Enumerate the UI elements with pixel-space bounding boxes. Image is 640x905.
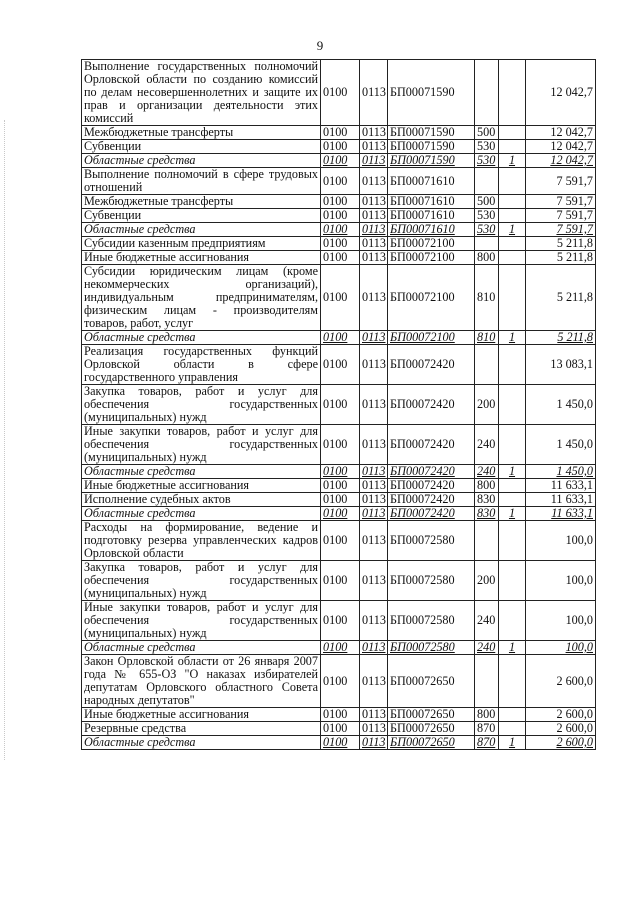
budget-table-body [82, 60, 596, 750]
row-article-cell: БП00071590 [388, 126, 475, 140]
row-name-cell: Закупка товаров, работ и услуг для обеспечения государственных (муниципальных) нужд [82, 385, 321, 425]
row-funding-source-cell [499, 168, 526, 195]
row-subsection-cell: 0113 [360, 168, 388, 195]
row-subsection-cell: 0113 [360, 331, 388, 345]
row-article-cell: БП00072420 [388, 465, 475, 479]
row-expense-type-cell [475, 168, 499, 195]
row-section-cell: 0100 [321, 708, 360, 722]
row-amount-cell: 5 211,8 [526, 237, 596, 251]
table-row-regional-funds [82, 465, 596, 479]
row-article-cell: БП00072420 [388, 385, 475, 425]
row-expense-type-cell: 530 [475, 154, 499, 168]
table-row [82, 708, 596, 722]
row-amount-cell: 12 042,7 [526, 60, 596, 126]
row-name-cell: Областные средства [82, 507, 321, 521]
row-subsection-cell: 0113 [360, 154, 388, 168]
row-article-cell: БП00072100 [388, 265, 475, 331]
row-funding-source-cell [499, 479, 526, 493]
row-name-cell: Иные бюджетные ассигнования [82, 479, 321, 493]
row-article-cell: БП00072580 [388, 521, 475, 561]
row-section-cell: 0100 [321, 331, 360, 345]
row-subsection-cell: 0113 [360, 479, 388, 493]
row-expense-type-cell: 240 [475, 641, 499, 655]
row-article-cell: БП00072420 [388, 493, 475, 507]
row-subsection-cell: 0113 [360, 561, 388, 601]
row-expense-type-cell [475, 237, 499, 251]
row-section-cell: 0100 [321, 265, 360, 331]
row-funding-source-cell [499, 601, 526, 641]
row-section-cell: 0100 [321, 521, 360, 561]
row-section-cell: 0100 [321, 641, 360, 655]
row-article-cell: БП00071610 [388, 168, 475, 195]
row-subsection-cell: 0113 [360, 195, 388, 209]
table-row [82, 237, 596, 251]
table-row [82, 60, 596, 126]
row-name-cell: Иные закупки товаров, работ и услуг для обеспечения государственных (муниципальных) нужд [82, 425, 321, 465]
row-name-cell: Областные средства [82, 331, 321, 345]
row-name-cell: Субвенции [82, 140, 321, 154]
row-amount-cell: 11 633,1 [526, 507, 596, 521]
row-section-cell: 0100 [321, 425, 360, 465]
row-expense-type-cell [475, 655, 499, 708]
row-subsection-cell: 0113 [360, 521, 388, 561]
row-subsection-cell: 0113 [360, 126, 388, 140]
row-article-cell: БП00072100 [388, 251, 475, 265]
row-section-cell: 0100 [321, 223, 360, 237]
binding-margin-line [4, 120, 6, 760]
row-amount-cell: 7 591,7 [526, 223, 596, 237]
row-funding-source-cell: 1 [499, 736, 526, 750]
row-amount-cell: 2 600,0 [526, 708, 596, 722]
row-funding-source-cell [499, 251, 526, 265]
table-row [82, 521, 596, 561]
row-expense-type-cell: 870 [475, 736, 499, 750]
row-subsection-cell: 0113 [360, 385, 388, 425]
row-section-cell: 0100 [321, 601, 360, 641]
row-name-cell: Иные бюджетные ассигнования [82, 708, 321, 722]
row-subsection-cell: 0113 [360, 140, 388, 154]
row-section-cell: 0100 [321, 465, 360, 479]
row-amount-cell: 12 042,7 [526, 140, 596, 154]
row-expense-type-cell: 800 [475, 479, 499, 493]
row-amount-cell: 5 211,8 [526, 331, 596, 345]
row-funding-source-cell [499, 521, 526, 561]
row-name-cell: Расходы на формирование, ведение и подготовку резерва управленческих кадров Орловской области [82, 521, 321, 561]
row-subsection-cell: 0113 [360, 736, 388, 750]
row-subsection-cell: 0113 [360, 265, 388, 331]
row-funding-source-cell: 1 [499, 223, 526, 237]
row-funding-source-cell [499, 126, 526, 140]
row-article-cell: БП00072580 [388, 641, 475, 655]
table-row [82, 345, 596, 385]
row-expense-type-cell: 200 [475, 385, 499, 425]
row-section-cell: 0100 [321, 479, 360, 493]
row-expense-type-cell: 810 [475, 265, 499, 331]
row-name-cell: Реализация государственных функций Орловской области в сфере государственного управления [82, 345, 321, 385]
row-amount-cell: 100,0 [526, 561, 596, 601]
row-subsection-cell: 0113 [360, 237, 388, 251]
row-amount-cell: 12 042,7 [526, 126, 596, 140]
row-funding-source-cell [499, 708, 526, 722]
row-subsection-cell: 0113 [360, 251, 388, 265]
row-expense-type-cell: 530 [475, 223, 499, 237]
row-expense-type-cell: 240 [475, 465, 499, 479]
row-article-cell: БП00072580 [388, 601, 475, 641]
row-article-cell: БП00072100 [388, 331, 475, 345]
row-expense-type-cell: 830 [475, 493, 499, 507]
row-name-cell: Субвенции [82, 209, 321, 223]
table-row [82, 265, 596, 331]
row-funding-source-cell [499, 209, 526, 223]
row-name-cell: Областные средства [82, 641, 321, 655]
row-section-cell: 0100 [321, 168, 360, 195]
row-amount-cell: 2 600,0 [526, 722, 596, 736]
row-section-cell: 0100 [321, 140, 360, 154]
row-amount-cell: 5 211,8 [526, 251, 596, 265]
row-article-cell: БП00072650 [388, 655, 475, 708]
row-article-cell: БП00072420 [388, 507, 475, 521]
row-amount-cell: 100,0 [526, 521, 596, 561]
row-name-cell: Межбюджетные трансферты [82, 195, 321, 209]
table-row [82, 385, 596, 425]
row-funding-source-cell [499, 237, 526, 251]
row-article-cell: БП00072650 [388, 736, 475, 750]
row-name-cell: Выполнение государственных полномочий Орловской области по созданию комиссий по делам несовершеннолетних и защите их прав и организации деятельности этих комиссий [82, 60, 321, 126]
row-section-cell: 0100 [321, 655, 360, 708]
row-expense-type-cell: 240 [475, 425, 499, 465]
row-article-cell: БП00072100 [388, 237, 475, 251]
row-name-cell: Субсидии юридическим лицам (кроме некоммерческих организаций), индивидуальным предпринимателям, физическим лицам - производителям товаров, работ, услуг [82, 265, 321, 331]
row-section-cell: 0100 [321, 154, 360, 168]
row-amount-cell: 13 083,1 [526, 345, 596, 385]
row-expense-type-cell: 800 [475, 708, 499, 722]
page-number: 9 [316, 38, 324, 53]
row-section-cell: 0100 [321, 251, 360, 265]
row-subsection-cell: 0113 [360, 425, 388, 465]
row-article-cell: БП00072420 [388, 345, 475, 385]
row-article-cell: БП00071590 [388, 140, 475, 154]
row-funding-source-cell [499, 655, 526, 708]
table-row-regional-funds [82, 331, 596, 345]
table-row-regional-funds [82, 223, 596, 237]
row-name-cell: Закон Орловской области от 26 января 2007 года № 655-ОЗ "О наказах избирателей депутатам Орловского областного Совета народных депутатов" [82, 655, 321, 708]
row-expense-type-cell [475, 60, 499, 126]
row-name-cell: Выполнение полномочий в сфере трудовых отношений [82, 168, 321, 195]
row-amount-cell: 7 591,7 [526, 195, 596, 209]
row-funding-source-cell: 1 [499, 154, 526, 168]
table-row [82, 195, 596, 209]
row-article-cell: БП00071610 [388, 209, 475, 223]
row-article-cell: БП00072580 [388, 561, 475, 601]
row-funding-source-cell: 1 [499, 465, 526, 479]
row-funding-source-cell [499, 345, 526, 385]
row-article-cell: БП00072420 [388, 425, 475, 465]
row-subsection-cell: 0113 [360, 641, 388, 655]
table-row-regional-funds [82, 641, 596, 655]
table-row [82, 140, 596, 154]
row-amount-cell: 1 450,0 [526, 465, 596, 479]
row-subsection-cell: 0113 [360, 465, 388, 479]
table-row [82, 126, 596, 140]
row-name-cell: Иные закупки товаров, работ и услуг для обеспечения государственных (муниципальных) нужд [82, 601, 321, 641]
row-expense-type-cell: 500 [475, 126, 499, 140]
row-amount-cell: 100,0 [526, 601, 596, 641]
row-section-cell: 0100 [321, 736, 360, 750]
row-expense-type-cell: 240 [475, 601, 499, 641]
row-amount-cell: 2 600,0 [526, 655, 596, 708]
row-section-cell: 0100 [321, 507, 360, 521]
row-section-cell: 0100 [321, 209, 360, 223]
row-subsection-cell: 0113 [360, 493, 388, 507]
row-article-cell: БП00071590 [388, 154, 475, 168]
row-section-cell: 0100 [321, 126, 360, 140]
row-name-cell: Исполнение судебных актов [82, 493, 321, 507]
row-name-cell: Областные средства [82, 736, 321, 750]
table-row-regional-funds [82, 154, 596, 168]
row-article-cell: БП00071610 [388, 223, 475, 237]
row-subsection-cell: 0113 [360, 655, 388, 708]
row-funding-source-cell [499, 265, 526, 331]
row-expense-type-cell: 810 [475, 331, 499, 345]
row-expense-type-cell: 800 [475, 251, 499, 265]
row-funding-source-cell [499, 722, 526, 736]
row-amount-cell: 11 633,1 [526, 479, 596, 493]
table-row [82, 251, 596, 265]
row-article-cell: БП00072650 [388, 722, 475, 736]
row-section-cell: 0100 [321, 722, 360, 736]
row-amount-cell: 12 042,7 [526, 154, 596, 168]
row-subsection-cell: 0113 [360, 507, 388, 521]
row-funding-source-cell [499, 140, 526, 154]
row-funding-source-cell: 1 [499, 331, 526, 345]
row-amount-cell: 11 633,1 [526, 493, 596, 507]
row-subsection-cell: 0113 [360, 708, 388, 722]
row-expense-type-cell: 530 [475, 209, 499, 223]
row-section-cell: 0100 [321, 60, 360, 126]
table-row-regional-funds [82, 507, 596, 521]
row-funding-source-cell: 1 [499, 507, 526, 521]
row-section-cell: 0100 [321, 195, 360, 209]
table-row [82, 601, 596, 641]
table-row [82, 561, 596, 601]
row-name-cell: Иные бюджетные ассигнования [82, 251, 321, 265]
table-row [82, 655, 596, 708]
row-funding-source-cell [499, 385, 526, 425]
row-amount-cell: 2 600,0 [526, 736, 596, 750]
budget-table [81, 59, 596, 750]
row-amount-cell: 7 591,7 [526, 168, 596, 195]
row-funding-source-cell [499, 493, 526, 507]
row-amount-cell: 1 450,0 [526, 385, 596, 425]
row-expense-type-cell: 500 [475, 195, 499, 209]
row-name-cell: Субсидии казенным предприятиям [82, 237, 321, 251]
row-amount-cell: 100,0 [526, 641, 596, 655]
row-funding-source-cell [499, 561, 526, 601]
row-name-cell: Резервные средства [82, 722, 321, 736]
row-section-cell: 0100 [321, 385, 360, 425]
row-funding-source-cell [499, 60, 526, 126]
row-amount-cell: 1 450,0 [526, 425, 596, 465]
table-row [82, 425, 596, 465]
row-section-cell: 0100 [321, 561, 360, 601]
row-subsection-cell: 0113 [360, 345, 388, 385]
row-name-cell: Межбюджетные трансферты [82, 126, 321, 140]
row-article-cell: БП00072420 [388, 479, 475, 493]
row-expense-type-cell: 530 [475, 140, 499, 154]
row-expense-type-cell: 870 [475, 722, 499, 736]
row-expense-type-cell [475, 345, 499, 385]
row-section-cell: 0100 [321, 345, 360, 385]
table-row [82, 168, 596, 195]
row-subsection-cell: 0113 [360, 223, 388, 237]
table-row [82, 722, 596, 736]
row-expense-type-cell [475, 521, 499, 561]
row-expense-type-cell: 200 [475, 561, 499, 601]
row-name-cell: Областные средства [82, 223, 321, 237]
row-amount-cell: 7 591,7 [526, 209, 596, 223]
row-subsection-cell: 0113 [360, 60, 388, 126]
row-funding-source-cell: 1 [499, 641, 526, 655]
row-subsection-cell: 0113 [360, 209, 388, 223]
table-row [82, 493, 596, 507]
row-name-cell: Областные средства [82, 465, 321, 479]
row-funding-source-cell [499, 425, 526, 465]
row-article-cell: БП00071590 [388, 60, 475, 126]
table-row-regional-funds [82, 736, 596, 750]
row-article-cell: БП00071610 [388, 195, 475, 209]
row-subsection-cell: 0113 [360, 601, 388, 641]
row-expense-type-cell: 830 [475, 507, 499, 521]
row-subsection-cell: 0113 [360, 722, 388, 736]
row-section-cell: 0100 [321, 493, 360, 507]
row-article-cell: БП00072650 [388, 708, 475, 722]
row-amount-cell: 5 211,8 [526, 265, 596, 331]
row-name-cell: Закупка товаров, работ и услуг для обеспечения государственных (муниципальных) нужд [82, 561, 321, 601]
row-section-cell: 0100 [321, 237, 360, 251]
row-name-cell: Областные средства [82, 154, 321, 168]
row-funding-source-cell [499, 195, 526, 209]
table-row [82, 479, 596, 493]
table-row [82, 209, 596, 223]
